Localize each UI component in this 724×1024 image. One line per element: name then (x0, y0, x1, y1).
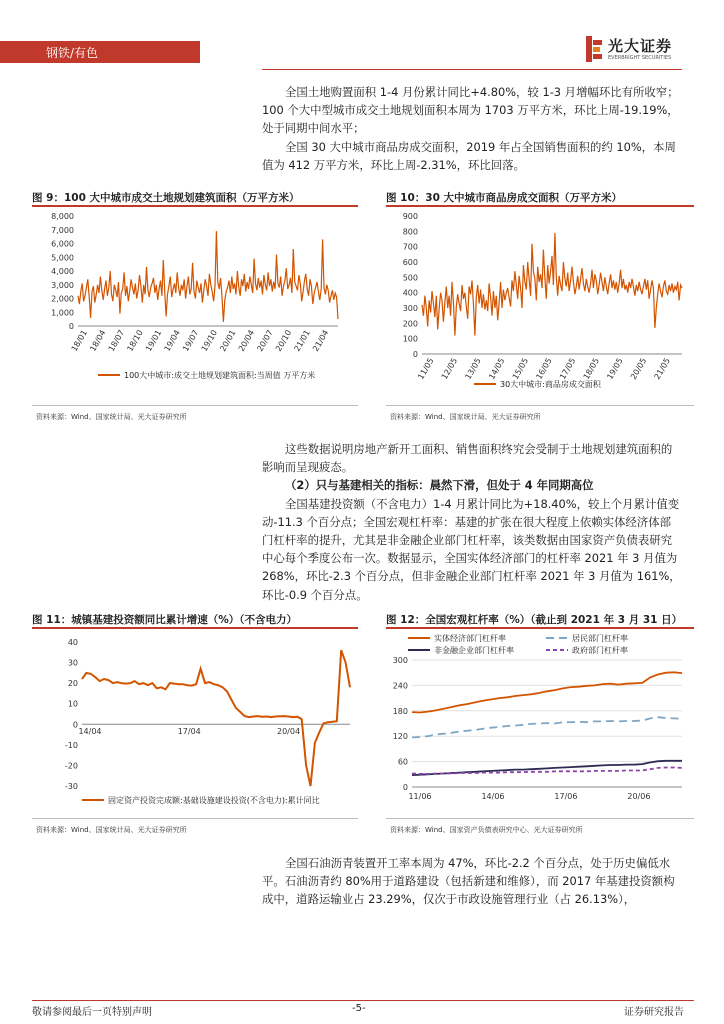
figure12-title-rule (386, 627, 694, 629)
figure9-xtick-label: 19/07 (181, 328, 201, 353)
figure12-source: 资料来源：Wind、国家资产负债表研究中心、光大证券研究所 (390, 826, 583, 834)
section-banner (0, 41, 200, 63)
figure12-series-line-2 (412, 717, 682, 737)
figure10-chart (386, 208, 694, 398)
figure9-xtick-label: 19/10 (199, 328, 220, 353)
figure12-legend-label: 非金融企业部门杠杆率 (434, 646, 514, 655)
figure11-legend-label: 固定资产投资完成额:基础设施建设投资(不含电力):累计同比 (108, 796, 320, 805)
figure10-ytick-label: 600 (402, 258, 418, 267)
figure10-ytick-label: 0 (412, 350, 418, 359)
footer-rule (32, 1000, 694, 1001)
figure10-xtick-label: 19/05 (605, 356, 625, 381)
figure9-xtick-label: 19/01 (143, 328, 164, 353)
figure10-ytick-label: 900 (402, 212, 418, 221)
footer-report-type: 证券研究报告 (624, 1007, 684, 1018)
figure10-xtick-label: 15/05 (510, 356, 531, 381)
page-number: -5- (352, 1003, 366, 1014)
figure9-xtick-label: 20/01 (218, 328, 238, 353)
figure12-xtick-label: 17/06 (554, 792, 578, 801)
figure11-chart (32, 630, 358, 815)
figure10-bottom-rule (386, 405, 694, 406)
figure9-xtick-label: 18/07 (106, 328, 127, 353)
intro-text (262, 83, 682, 174)
figure9-xtick-label: 18/04 (88, 328, 108, 353)
figure10-ytick-label: 100 (402, 334, 418, 344)
intro-paragraph-2: 100 个大中型城市成交土地规划面积本周为 1703 万平方米，环比上周-19.19%，处于同期中间水平； (262, 103, 679, 136)
figure12-ytick-label: 240 (392, 681, 408, 691)
figure12-title: 图 12：全国宏观杠杆率（%）（截止到 2021 年 3 月 31 日） (386, 614, 683, 626)
figure9-ytick-label: 8,000 (51, 212, 74, 221)
subheading: （2）只与基建相关的指标：晨然下滑，但处于 4 年同期高位 (285, 478, 594, 493)
figure10-ytick-label: 500 (402, 273, 418, 283)
figure10-ytick-label: 700 (402, 242, 418, 252)
figure9-ytick-label: 6,000 (51, 239, 74, 249)
header-rule (262, 69, 682, 70)
company-logo (584, 34, 694, 66)
figure9-ytick-label: 5,000 (51, 253, 74, 263)
figure10-xtick-label: 17/05 (558, 356, 578, 381)
figure10-ytick-label: 800 (402, 227, 418, 237)
figure12-bottom-rule (386, 818, 694, 819)
figure11-ytick-label: -30 (64, 782, 78, 791)
figure10-title: 图 10：30 大中城市商品房成交面积（万平方米） (386, 192, 623, 204)
figure9-xtick-label: 18/10 (125, 328, 145, 353)
figure9-title-rule (32, 205, 358, 207)
figure9-xtick-label: 21/04 (311, 328, 331, 353)
figure10-xtick-label: 11/05 (416, 356, 436, 381)
bottom-text (262, 854, 682, 909)
figure11-bottom-rule (32, 818, 358, 819)
figure10-title-rule (386, 205, 694, 207)
figure12-chart (386, 630, 694, 815)
figure12-legend-label: 政府部门杠杆率 (572, 646, 628, 655)
figure10-ytick-label: 300 (402, 304, 418, 313)
intro-paragraph-3: 全国 30 大中城市商品房成交面积，2019 年占全国销售面积的约 10%，本周值为 412 万平方米，环比上周-2.31%，环比回落。 (262, 139, 676, 172)
figure11-xtick-label: 17/04 (177, 727, 201, 736)
figure12-xtick-label: 20/06 (627, 792, 651, 801)
section-label: 钢铁/有色 (46, 46, 99, 60)
figure10-xtick-label: 18/05 (581, 356, 602, 381)
figure12-ytick-label: 60 (397, 757, 408, 767)
figure10-series-line-1 (422, 233, 682, 336)
figure10-ytick-label: 200 (402, 319, 418, 329)
figure9-title: 图 9：100 大中城市成交土地规划建筑面积（万平方米） (32, 192, 300, 204)
figure11-ytick-label: 20 (67, 679, 78, 689)
figure9-legend-label: 100大中城市:成交土地规划建筑面积:当周值 万平方米 (124, 371, 316, 380)
figure9-ytick-label: 2,000 (51, 294, 74, 304)
figure12-series-line-1 (412, 672, 682, 712)
figure11-xtick-label: 20/04 (276, 727, 301, 736)
figure10-xtick-label: 12/05 (439, 356, 460, 381)
logo-text-en: EVERBRIGHT SECURITIES (608, 55, 672, 61)
figure12-ytick-label: 0 (402, 783, 408, 792)
figure11-ytick-label: -10 (64, 740, 78, 750)
figure10-xtick-label: 16/05 (534, 356, 554, 381)
figure12-ytick-label: 180 (392, 706, 408, 716)
figure9-xtick-label: 21/01 (292, 328, 312, 353)
middle-paragraph: 这些数据说明房地产新开工面积、销售面积终究会受制于土地规划建筑面积的影响而呈现疲态。 (262, 442, 673, 475)
footer-disclaimer: 敬请参阅最后一页特别声明 (32, 1007, 152, 1018)
figure11-ytick-label: -20 (64, 761, 78, 771)
figure9-ytick-label: 7,000 (51, 225, 74, 235)
figure12-ytick-label: 120 (392, 732, 408, 742)
figure12-ytick-label: 300 (392, 656, 408, 665)
figure11-ytick-label: 30 (67, 658, 78, 668)
logo-mark-icon (584, 36, 604, 62)
figure11-ytick-label: 40 (67, 638, 78, 647)
figure11-ytick-label: 10 (67, 699, 78, 709)
figure10-legend-label: 30大中城市:商品房成交面积 (500, 380, 601, 389)
figure9-ytick-label: 0 (68, 322, 74, 331)
figure12-legend-label: 居民部门杠杆率 (572, 634, 628, 643)
figure11-series-line-1 (82, 650, 350, 786)
figure11-ytick-label: 0 (72, 720, 78, 730)
logo-text-cn: 光大证券 (608, 37, 673, 55)
figure9-ytick-label: 4,000 (51, 267, 74, 276)
figure10-xtick-label: 14/05 (487, 356, 507, 381)
figure12-xtick-label: 11/06 (408, 792, 432, 801)
figure10-xtick-label: 13/05 (463, 356, 483, 381)
figure9-xtick-label: 18/01 (69, 328, 90, 353)
figure12-xtick-label: 14/06 (481, 792, 505, 801)
figure11-title: 图 11：城镇基建投资额同比累计增速（%）（不含电力） (32, 614, 298, 626)
figure10-xtick-label: 21/05 (652, 356, 672, 381)
bottom-paragraph: 全国石油沥青装置开工率本周为 47%，环比-2.2 个百分点，处于历史偏低水平。石油沥青约 80%用于道路建设（包括新建和维修），而 2017 年基建投资额构成中，道路运输业占 23.29%，仅次于市政设施管理行业（占 26.13%）， (262, 856, 675, 907)
figure9-xtick-label: 20/07 (255, 328, 275, 353)
figure9-series-line-1 (78, 231, 338, 322)
figure9-xtick-label: 20/04 (236, 328, 257, 353)
figure9-bottom-rule (32, 405, 358, 406)
figure12-legend-label: 实体经济部门杠杆率 (434, 634, 506, 643)
figure9-source: 资料来源：Wind、国家统计局、光大证券研究所 (36, 413, 187, 421)
figure9-xtick-label: 19/04 (162, 328, 182, 353)
figure11-title-rule (32, 627, 358, 629)
figure10-xtick-label: 20/05 (628, 356, 649, 381)
figure12-series-line-3 (412, 761, 682, 775)
body-paragraph: 全国基建投资额（不含电力）1-4 月累计同比为+18.40%，较上个月累计值变动-11.3 个百分点；全国宏观杠杆率：基建的扩张在很大程度上依赖实体经济体部门杠杆率的提升，尤其是非金融企业部门杠杆率，该类数据由国家资产负债表研究中心每个季度公布一次。数据显示，全国实体经济部门的杠杆率 2021 年 3 月值为 268%，环比-2.3 个百分点，但非金融企业部门杠杆率 2021 年 3 月值为 161%，环比-0.9 个百分点。 (262, 496, 681, 602)
figure10-ytick-label: 400 (402, 288, 418, 298)
figure9-ytick-label: 1,000 (51, 308, 74, 318)
figure9-ytick-label: 3,000 (51, 280, 74, 290)
middle-text (262, 440, 682, 604)
figure11-xtick-label: 14/04 (78, 727, 102, 736)
intro-paragraph-1: 全国土地购置面积 1-4 月份累计同比+4.80%，较 1-3 月增幅环比有所收窄； (285, 85, 679, 99)
figure11-source: 资料来源：Wind、国家统计局、光大证券研究所 (36, 826, 187, 834)
figure9-xtick-label: 20/10 (273, 328, 294, 353)
figure10-source: 资料来源：Wind、国家统计局、光大证券研究所 (390, 413, 541, 421)
figure9-chart (32, 208, 358, 398)
